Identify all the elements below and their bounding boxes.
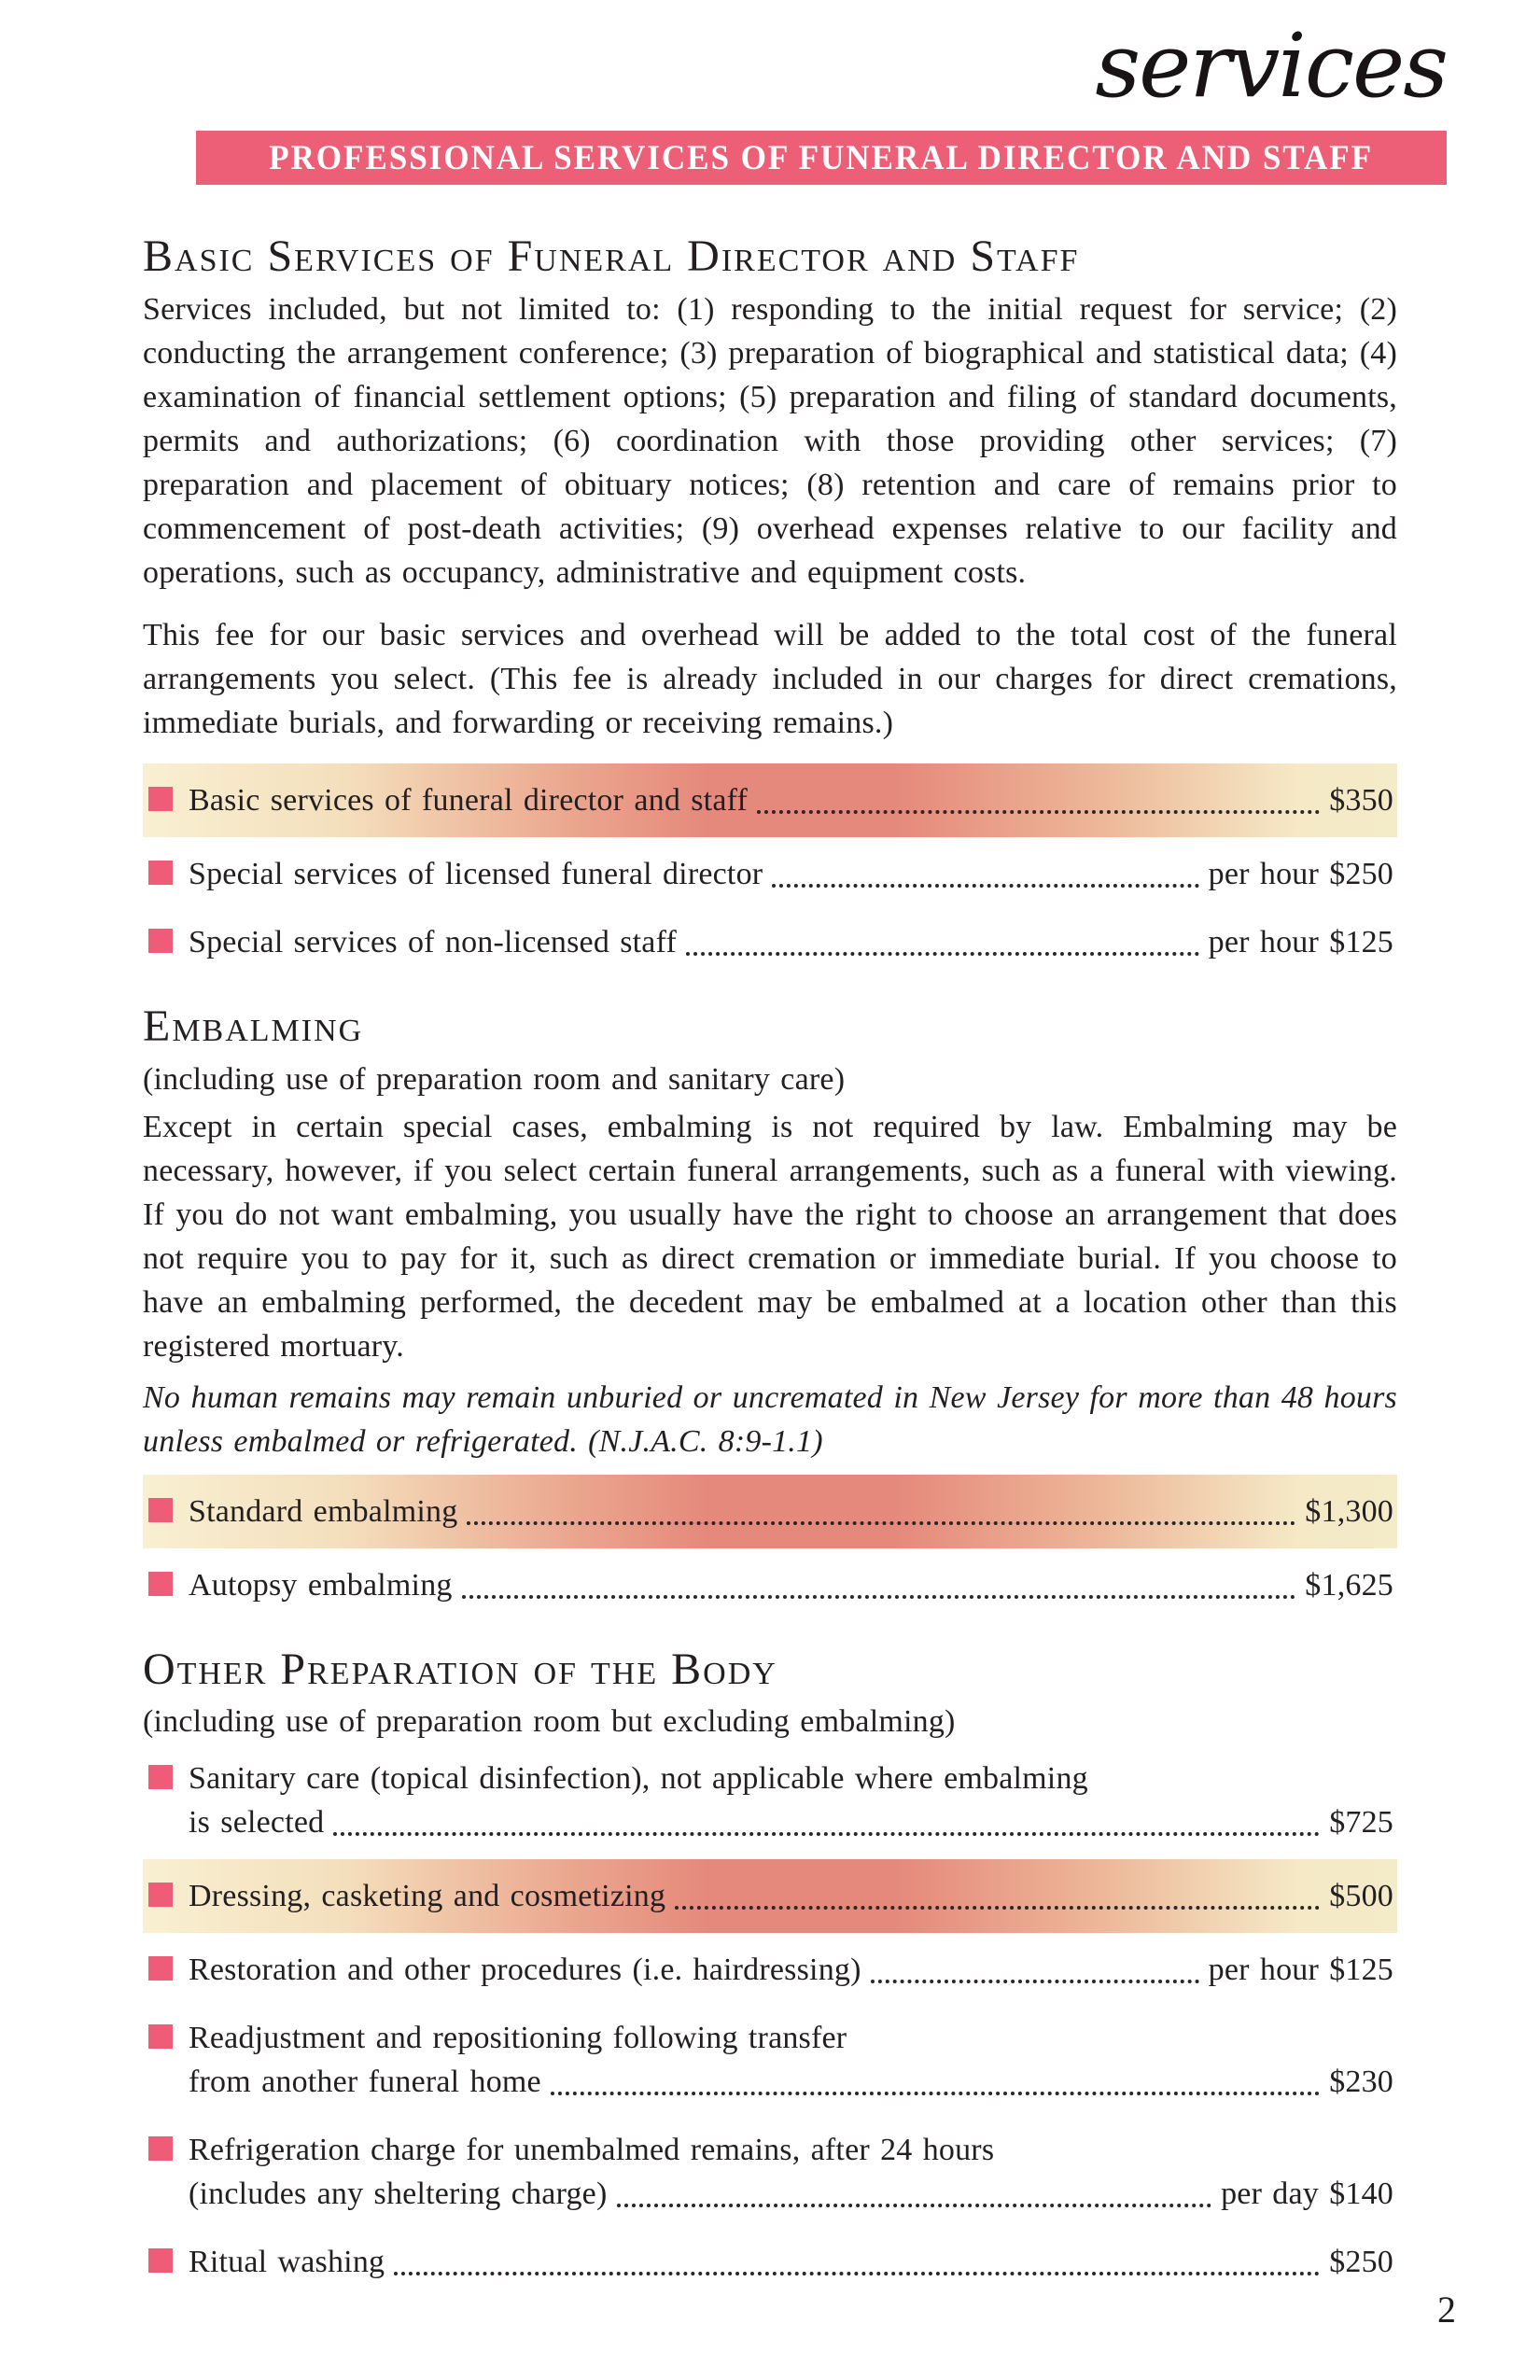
section-heading: Basic Services of Funeral Director and Staff (143, 231, 1080, 281)
dot-leader (467, 1481, 1295, 1525)
price-list (143, 1747, 1397, 2293)
item-price: $500 (1329, 1879, 1393, 1914)
item-price: $230 (1329, 2065, 1393, 2100)
page-content (143, 231, 1397, 2321)
paragraph: This fee for our basic services and overhead will be added to the total cost of the funeral arrangements you select. (This fee is already included in our charges for direct cremations, immediate burials, and forwarding or receiving remains.) (143, 617, 1397, 740)
item-label: Special services of licensed funeral director (189, 856, 763, 891)
bullet-square-icon (148, 1498, 173, 1522)
bullet-square-icon (148, 2248, 173, 2273)
item-label: Autopsy embalming (189, 1567, 453, 1603)
bullet-square-icon (148, 1956, 173, 1981)
price-item (143, 911, 1397, 973)
legal-note: No human remains may remain unburied or uncremated in New Jersey for more than 48 hours unless embalmed or refrigerated. (N.J.A.C. 8:9-1.1) (143, 1379, 1397, 1459)
price-list (143, 763, 1397, 973)
price-item (143, 2007, 1397, 2113)
item-price: per day $140 (1221, 2177, 1393, 2212)
price-item (143, 1747, 1397, 1854)
dot-leader (333, 1792, 1320, 1836)
item-price: per hour $125 (1208, 924, 1393, 959)
item-label: Restoration and other procedures (i.e. hairdressing) (189, 1953, 861, 1988)
banner-title: PROFESSIONAL SERVICES OF FUNERAL DIRECTOR AND STAFF (269, 138, 1374, 177)
item-label: Ritual washing (189, 2245, 385, 2280)
item-label: Special services of non-licensed staff (189, 924, 678, 959)
bullet-square-icon (148, 1572, 173, 1596)
dot-leader (686, 912, 1199, 956)
bullet-square-icon (148, 1765, 173, 1789)
item-label: Refrigeration charge for unembalmed remains, after 24 hours (189, 2133, 995, 2168)
price-item (143, 763, 1397, 837)
dot-leader (462, 1555, 1296, 1599)
item-price: $725 (1329, 1805, 1393, 1841)
section-banner (196, 131, 1447, 185)
dot-leader (757, 770, 1320, 814)
paragraph: Except in certain special cases, embalming is not required by law. Embalming may be necessary, however, if you select certain funeral arrangements, such as a funeral with viewing. If you do not want embalming, you usually have the right to choose an arrangement that does not require you to pay for it, such as direct cremation or immediate burial. If you choose to have an embalming performed, the decedent may be embalmed at a location other than this registered mortuary. (143, 1109, 1397, 1364)
bullet-square-icon (148, 787, 173, 811)
item-label: Readjustment and repositioning following transfer (189, 2021, 847, 2056)
script-title: services (1095, 15, 1447, 118)
section-embalming (143, 1001, 1397, 1617)
item-price: per hour $250 (1208, 856, 1393, 891)
section-basic-services (143, 231, 1397, 973)
price-list (143, 1475, 1397, 1617)
item-price: $250 (1329, 2245, 1393, 2280)
item-price: per hour $125 (1208, 1953, 1393, 1988)
dot-leader (551, 2051, 1320, 2095)
item-label-line2: from another funeral home (189, 2065, 541, 2100)
price-item (143, 1554, 1397, 1617)
bullet-square-icon (148, 861, 173, 885)
item-label: Sanitary care (topical disinfection), not applicable where embalming (189, 1761, 1088, 1797)
page-number: 2 (1437, 2289, 1456, 2331)
price-item (143, 2119, 1397, 2225)
dot-leader (675, 1866, 1320, 1910)
section-heading: Embalming (143, 1001, 364, 1051)
item-price: $1,625 (1305, 1567, 1393, 1603)
price-item (143, 1939, 1397, 2001)
price-item (143, 843, 1397, 905)
paragraph: Services included, but not limited to: (1) responding to the initial request for service; (2) conducting the arrangement conference; (3) preparation of biographical and statistical data; (4) examination of financial settlement options; (5) preparation and filing of standard documents, permits and authorizations; (6) coordination with those providing other services; (7) preparation and placement of obituary notices; (8) retention and care of remains prior to commencement of post-death activities; (9) overhead expenses relative to our facility and operations, such as occupancy, administrative and equipment costs. (143, 291, 1397, 590)
bullet-square-icon (148, 2136, 173, 2161)
bullet-square-icon (148, 929, 173, 953)
dot-leader (871, 1939, 1199, 1983)
item-price: $350 (1329, 782, 1393, 818)
section-other-preparation (143, 1645, 1397, 2294)
price-item (143, 1475, 1397, 1548)
section-subtitle: (including use of preparation room and sanitary care) (143, 1061, 846, 1097)
dot-leader (394, 2232, 1320, 2275)
item-label: Standard embalming (189, 1493, 458, 1529)
item-label-line2: is selected (189, 1805, 325, 1841)
item-label-line2: (includes any sheltering charge) (189, 2177, 608, 2212)
price-item (143, 1859, 1397, 1933)
dot-leader (617, 2163, 1212, 2207)
section-subtitle: (including use of preparation room but excluding embalming) (143, 1704, 956, 1740)
price-item (143, 2231, 1397, 2293)
bullet-square-icon (148, 2024, 173, 2049)
item-label: Dressing, casketing and cosmetizing (189, 1879, 666, 1914)
bullet-square-icon (148, 1883, 173, 1907)
dot-leader (772, 844, 1198, 888)
section-heading: Other Preparation of the Body (143, 1644, 777, 1694)
item-price: $1,300 (1305, 1493, 1393, 1529)
item-label: Basic services of funeral director and staff (189, 782, 749, 818)
